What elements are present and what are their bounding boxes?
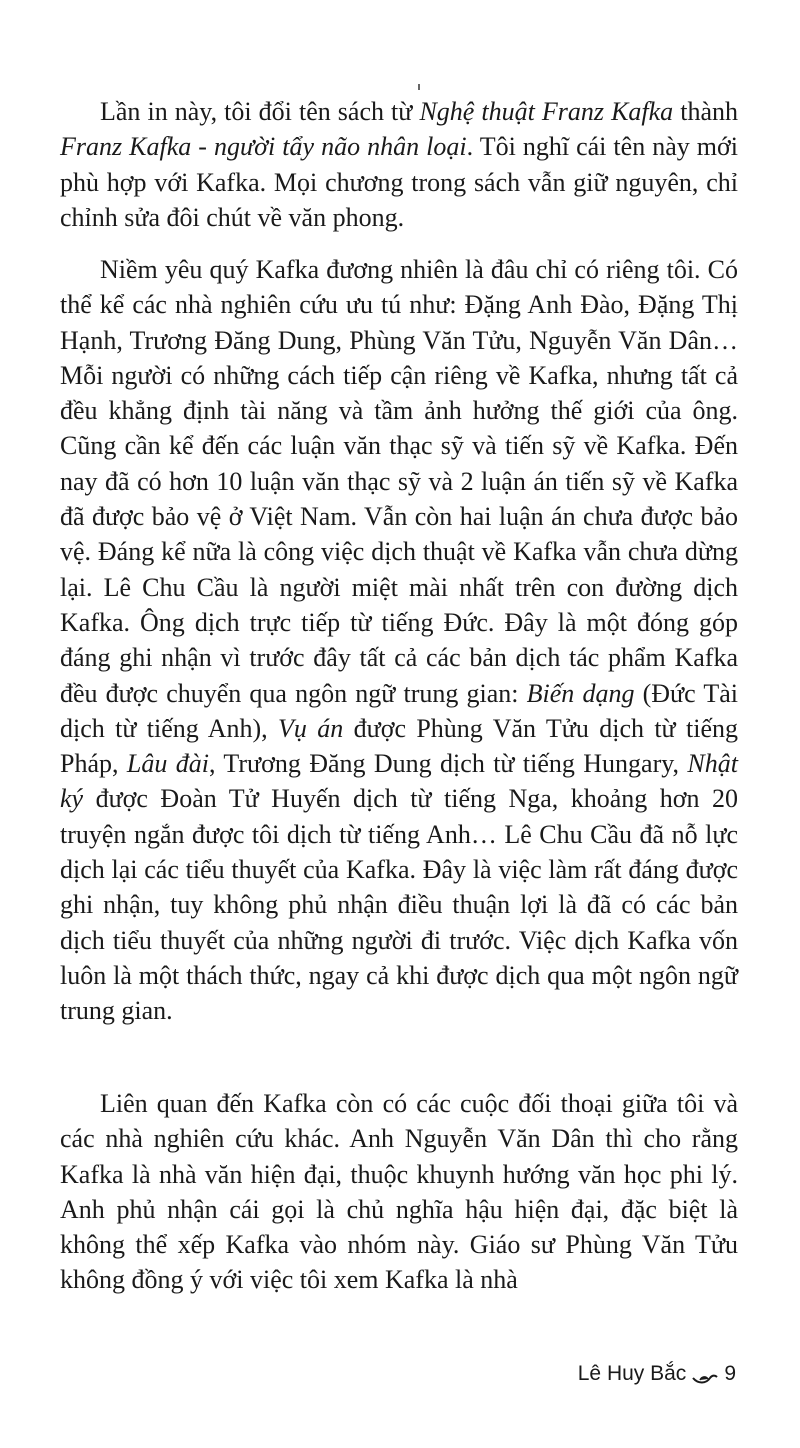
text-run: , Trương Đăng Dung dịch từ tiếng Hungary, xyxy=(208,749,688,779)
text-run: (Đức Tài dịch từ tiếng Anh), xyxy=(60,678,738,743)
italic-title: Lâu đài xyxy=(126,749,209,779)
text-run: Liên quan đến Kafka còn có các cuộc đối thoại giữa tôi và các nhà nghiên cứu khác. Anh Nguyễn Văn Dân thì cho rằng Kafka là nhà văn hiện đại, thuộc khuynh hướng văn học phi lý. Anh phủ nhận cái gọi là chủ nghĩa hậu hiện đại, đặc biệt là không thể xếp Kafka vào nhóm này. Giáo sư Phùng Văn Tửu không đồng ý với việc tôi xem Kafka là nhà xyxy=(60,1089,738,1295)
text-run: Lần in này, tôi đổi tên sách từ xyxy=(100,97,420,126)
italic-title: Vụ án xyxy=(278,713,344,743)
print-speck xyxy=(418,84,420,90)
text-run: Niềm yêu quý Kafka đương nhiên là đâu chỉ có riêng tôi. Có thể kể các nhà nghiên cứu ưu tú như: Đặng Anh Đào, Đặng Thị Hạnh, Trương Đăng Dung, Phùng Văn Tửu, Nguyễn Văn Dân… Mỗi người có những cách tiếp cận riêng về Kafka, nhưng tất cả đều khẳng định tài năng và tầm ảnh hưởng thế giới của ông. Cũng cần kể đến các luận văn thạc sỹ và tiến sỹ về Kafka. Đến nay đã có hơn 10 luận văn thạc sỹ và 2 luận án tiến sỹ về Kafka đã được bảo vệ ở Việt Nam. Vẫn còn hai luận án chưa được bảo vệ. Đáng kể nữa là công việc dịch thuật về Kafka vẫn chưa dừng lại. Lê Chu Cầu là người miệt mài nhất trên con đường dịch Kafka. Ông dịch trực tiếp từ tiếng Đức. Đây là một đóng góp đáng ghi nhận vì trước đây tất cả các bản dịch tác phẩm Kafka đều được chuyển qua ngôn ngữ trung gian: xyxy=(60,255,738,708)
italic-title: Franz Kafka - người tẩy não nhân loại xyxy=(60,132,467,162)
paragraph-2 xyxy=(60,252,738,1029)
text-run: được Phùng Văn Tửu dịch từ tiếng Pháp, xyxy=(60,713,738,779)
text-run: . Tôi nghĩ cái tên này mới phù hợp với Kafka. Mọi chương trong sách vẫn giữ nguyên, chỉ chỉnh sửa đôi chút về văn phong. xyxy=(60,132,738,232)
italic-title: Nhật ký xyxy=(60,749,738,814)
page-number: 9 xyxy=(724,1362,736,1385)
paragraph-3 xyxy=(60,1086,738,1298)
page-footer xyxy=(578,1362,736,1386)
footer-author: Lê Huy Bắc xyxy=(577,1362,687,1385)
paragraph-1 xyxy=(60,94,738,235)
text-run: được Đoàn Tử Huyến dịch từ tiếng Nga, khoảng hơn 20 truyện ngắn được tôi dịch từ tiếng Anh… Lê Chu Cầu đã nỗ lực dịch lại các tiểu thuyết của Kafka. Đây là việc làm rất đáng được ghi nhận, tuy không phủ nhận điều thuận lợi là đã có các bản dịch tiểu thuyết của những người đi trước. Việc dịch Kafka vốn luôn là một thách thức, ngay cả khi được dịch qua một ngôn ngữ trung gian. xyxy=(60,784,738,1026)
text-run: thành xyxy=(673,97,738,126)
italic-title: Biến dạng xyxy=(526,678,635,708)
italic-title: Nghệ thuật Franz Kafka xyxy=(419,97,674,126)
leaf-ornament-icon xyxy=(692,1367,718,1381)
